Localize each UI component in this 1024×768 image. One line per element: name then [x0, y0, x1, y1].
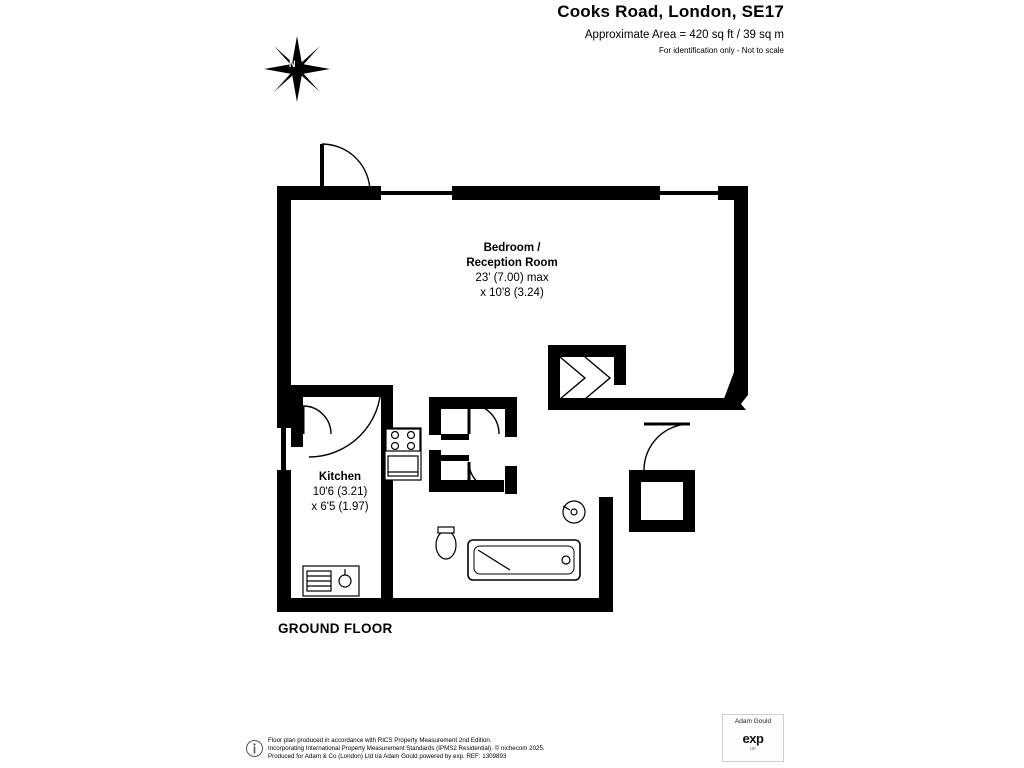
compass-north-label: N [289, 59, 296, 69]
brand-logo: exp [742, 731, 764, 746]
room-name-line2: Reception Room [466, 257, 558, 269]
room-dim-line2: x 10'8 (3.24) [480, 287, 544, 299]
footer-note [268, 737, 608, 760]
wash-basin-fixture [563, 501, 585, 523]
room-label-kitchen [268, 470, 412, 515]
floor-title: GROUND FLOOR [278, 621, 393, 636]
footer-line-1: Floor plan produced in accordance with RICS Property Measurement 2nd Edition. [268, 737, 492, 744]
brand-name: Adam Gould [734, 718, 772, 725]
footer-line-2: Incorporating International Property Measurement Standards (IPMS2 Residential). © nichecom 2025. [268, 744, 545, 752]
kitchen-sink-fixture [303, 566, 359, 596]
brand-sub: UK [749, 746, 757, 751]
toilet-fixture [436, 527, 456, 559]
page-title: Cooks Road, London, SE17 [557, 2, 784, 21]
disclaimer-text: For identification only - Not to scale [659, 46, 784, 55]
room-name-line1: Kitchen [318, 471, 362, 483]
approximate-area-text: Approximate Area = 420 sq ft / 39 sq m [584, 29, 784, 41]
footer-line-3: Produced for Adam & Co (London) Ltd t/a Adam Gould powered by exp. REF: 1309893 [268, 752, 507, 760]
room-dim-line2: x 6'5 (1.97) [311, 501, 369, 513]
brand-badge [722, 714, 784, 762]
room-name-line1: Bedroom / [483, 242, 541, 254]
room-dim-line1: 10'6 (3.21) [312, 486, 368, 498]
info-icon [246, 740, 263, 757]
bathtub-fixture [468, 540, 580, 580]
room-dim-line1: 23' (7.00) max [475, 272, 549, 284]
room-label-bedroom-reception [404, 241, 620, 301]
